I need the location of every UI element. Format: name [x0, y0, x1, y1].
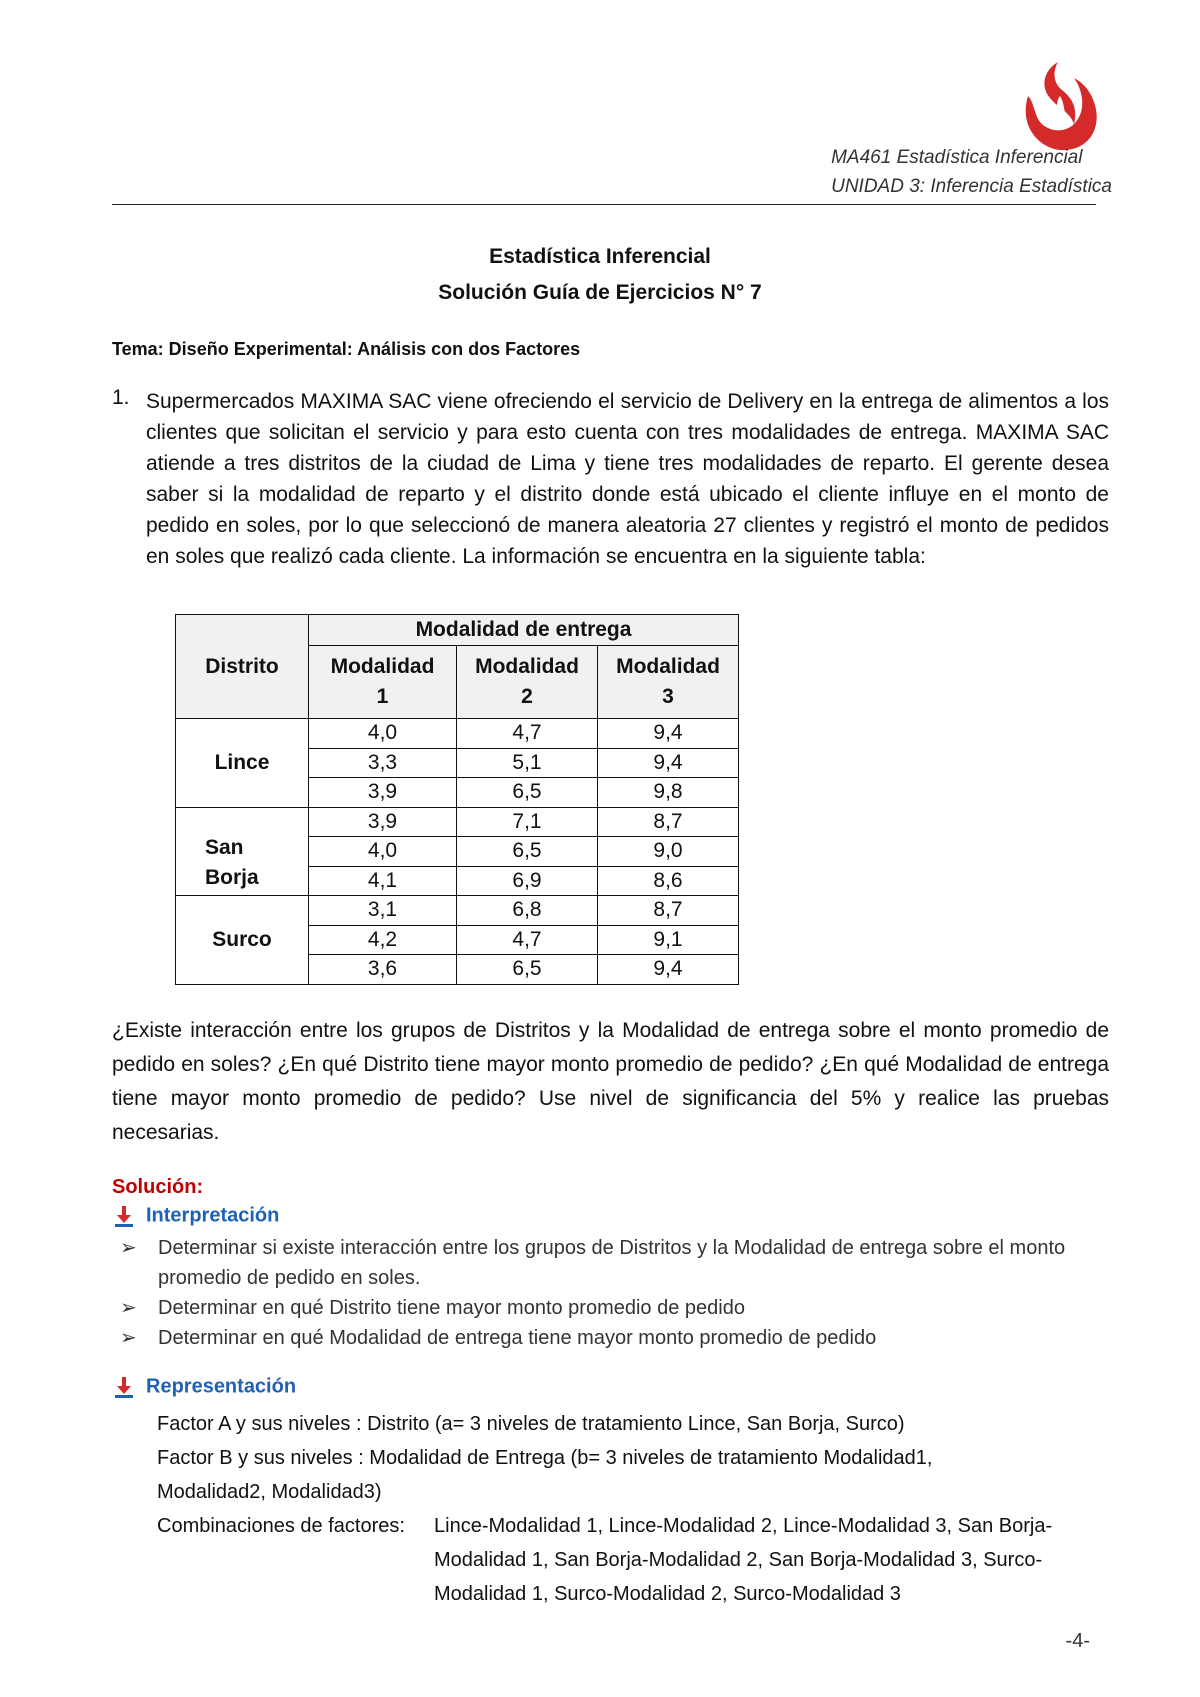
- table-cell: 9,1: [598, 925, 739, 955]
- column-header-2: [457, 646, 598, 719]
- interpretation-heading: [112, 1204, 279, 1228]
- combinations-label: Combinaciones de factores:: [157, 1515, 405, 1537]
- topic-line: Tema: Diseño Experimental: Análisis con dos Factores: [112, 339, 581, 359]
- table-cell: 8,6: [598, 866, 739, 896]
- representation-heading: [112, 1375, 296, 1399]
- course-header: [831, 143, 1112, 201]
- list-item-text: Determinar en qué Distrito tiene mayor monto promedio de pedido: [158, 1297, 745, 1319]
- question-paragraph: ¿Existe interacción entre los grupos de Distritos y la Modalidad de entrega sobre el monto promedio de pedido en soles? ¿En qué Distrito tiene mayor monto promedio de pedido? ¿En qué Modalidad de entrega tiene mayor monto promedio de pedido? Use nivel de significancia del 5% y realice las pruebas necesarias.: [112, 1019, 1109, 1144]
- interpretation-label: Interpretación: [146, 1204, 280, 1227]
- list-item: [120, 1293, 1110, 1323]
- table-cell: 6,5: [457, 837, 598, 867]
- exercise-number: 1.: [112, 386, 130, 409]
- column-header-1-l1: Modalidad: [330, 655, 435, 678]
- district-surco: Surco: [176, 896, 309, 985]
- table-cell: 9,4: [598, 748, 739, 778]
- table-cell: 6,5: [457, 778, 598, 808]
- header-divider: [112, 204, 1096, 205]
- unit-title: UNIDAD 3: Inferencia Estadística: [831, 176, 1112, 197]
- column-header-2-l1: Modalidad: [475, 655, 579, 678]
- column-header-3-l2: 3: [662, 685, 674, 708]
- list-item-text: Determinar en qué Modalidad de entrega tiene mayor monto promedio de pedido: [158, 1327, 877, 1349]
- column-header-3: [598, 646, 739, 719]
- bullet-arrow-icon: [112, 1375, 136, 1399]
- data-table: [175, 614, 739, 985]
- table-row: [176, 896, 739, 926]
- row-header-distrito: Distrito: [176, 615, 309, 719]
- table-cell: 8,7: [598, 807, 739, 837]
- table-row: [176, 807, 739, 837]
- table-cell: 6,8: [457, 896, 598, 926]
- table-cell: 6,5: [457, 955, 598, 985]
- group-header: Modalidad de entrega: [309, 615, 739, 646]
- column-header-1-l2: 1: [376, 685, 389, 708]
- table-cell: 6,9: [457, 866, 598, 896]
- list-item: [120, 1233, 1110, 1293]
- upc-logo: [1014, 56, 1102, 156]
- column-header-3-l1: Modalidad: [616, 655, 720, 678]
- table-cell: 5,1: [457, 748, 598, 778]
- table-cell: 3,3: [309, 748, 457, 778]
- table-cell: 9,4: [598, 719, 739, 749]
- combinations-block: [157, 1509, 1053, 1605]
- table-cell: 3,6: [309, 955, 457, 985]
- combinations-text: Lince-Modalidad 1, Lince-Modalidad 2, Lince-Modalidad 3, San Borja-Modalidad 1, San Borja-Modalidad 2, San Borja-Modalidad 3, Surco-Modalidad 1, Surco-Modalidad 2, Surco-Modalidad 3: [434, 1515, 1053, 1605]
- district-lince: Lince: [176, 719, 309, 808]
- document-subtitle: Solución Guía de Ejercicios N° 7: [438, 281, 762, 304]
- list-item: [120, 1323, 1110, 1353]
- arrow-bullet-icon: ➢: [120, 1327, 137, 1349]
- list-item-text: Determinar si existe interacción entre los grupos de Distritos y la Modalidad de entrega sobre el monto promedio de pedido en soles.: [158, 1237, 1066, 1289]
- factor-a-line: Factor A y sus niveles : Distrito (a= 3 niveles de tratamiento Lince, San Borja, Surco): [157, 1413, 905, 1435]
- column-header-2-l2: 2: [521, 685, 533, 708]
- table-cell: 4,7: [457, 925, 598, 955]
- column-header-1: [309, 646, 457, 719]
- district-san-borja: San Borja: [176, 807, 309, 896]
- arrow-bullet-icon: ➢: [120, 1237, 137, 1259]
- interpretation-list: [120, 1233, 1110, 1353]
- bullet-arrow-icon: [112, 1204, 136, 1228]
- arrow-bullet-icon: ➢: [120, 1297, 137, 1319]
- table-cell: 4,7: [457, 719, 598, 749]
- factor-b-line: Factor B y sus niveles : Modalidad de Entrega (b= 3 niveles de tratamiento Modalidad1, Modalidad2, Modalidad3): [157, 1447, 933, 1503]
- table-cell: 4,0: [309, 719, 457, 749]
- table-cell: 8,7: [598, 896, 739, 926]
- table-cell: 3,9: [309, 778, 457, 808]
- solution-title: Solución:: [112, 1176, 204, 1198]
- course-title: MA461 Estadística Inferencial: [831, 147, 1083, 168]
- table-row: [176, 719, 739, 749]
- table-cell: 4,2: [309, 925, 457, 955]
- exercise-statement: Supermercados MAXIMA SAC viene ofreciendo el servicio de Delivery en la entrega de alimentos a los clientes que solicitan el servicio y para esto cuenta con tres modalidades de entrega. MAXIMA SAC atiende a tres distritos de la ciudad de Lima y tiene tres modalidades de reparto. El gerente desea saber si la modalidad de reparto y el distrito donde está ubicado el cliente influye en el monto de pedido en soles, por lo que seleccionó de manera aleatoria 27 clientes y registró el monto de pedidos en soles que realizó cada cliente. La información se encuentra en la siguiente tabla:: [146, 390, 1109, 568]
- table-cell: 7,1: [457, 807, 598, 837]
- table-cell: 9,8: [598, 778, 739, 808]
- table-cell: 3,1: [309, 896, 457, 926]
- table-cell: 3,9: [309, 807, 457, 837]
- table-cell: 4,0: [309, 837, 457, 867]
- document-title: Estadística Inferencial: [489, 245, 711, 268]
- page-number: -4-: [1065, 1630, 1090, 1652]
- representation-label: Representación: [146, 1375, 297, 1398]
- table-cell: 4,1: [309, 866, 457, 896]
- table-cell: 9,4: [598, 955, 739, 985]
- table-cell: 9,0: [598, 837, 739, 867]
